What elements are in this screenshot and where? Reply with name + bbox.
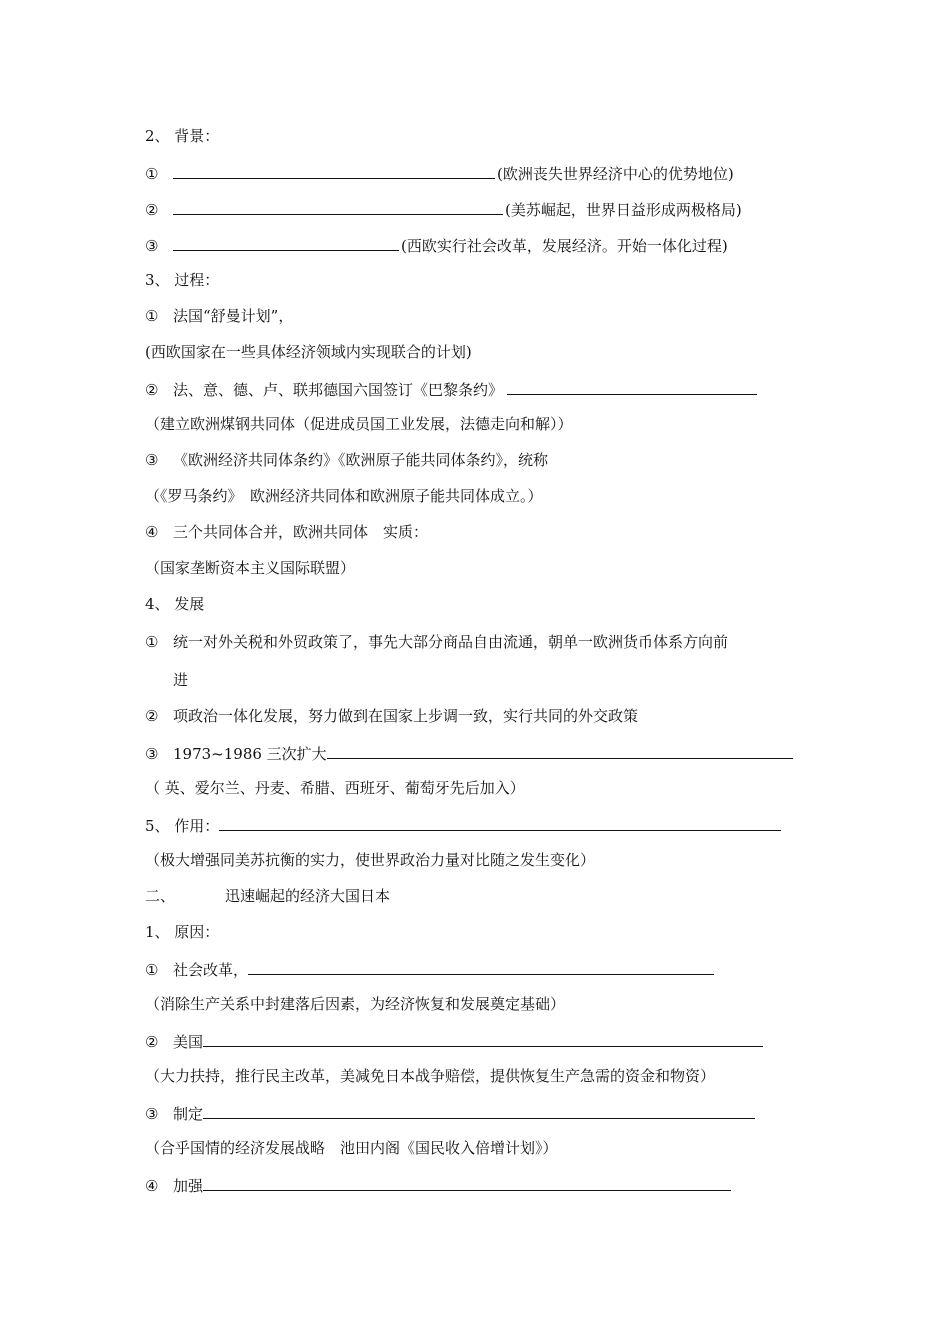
item-text: 美国: [173, 1033, 204, 1051]
answer-text: （极大增强同美苏抗衡的实力，使世界政治力量对比随之发生变化）: [145, 851, 596, 869]
item-text: 1973~1986 三次扩大: [173, 745, 327, 763]
reason-item-4: [145, 1172, 733, 1196]
answer-text: （ 英、爱尔兰、丹麦、希腊、西班牙、葡萄牙先后加入）: [145, 779, 525, 797]
development-item-1: [145, 630, 728, 654]
background-item-2: [145, 196, 742, 220]
development-heading: [145, 592, 204, 616]
process-title: 3、 过程：: [145, 271, 220, 289]
answer-text: （建立欧洲煤钢共同体（促进成员国工业发展，法德走向和解））: [145, 415, 573, 433]
item-number: ①: [145, 961, 159, 979]
effect-heading: [145, 812, 783, 836]
development-item-2: [145, 704, 638, 728]
answer-text: （《罗马条约》 欧洲经济共同体和欧洲原子能共同体成立。）: [145, 487, 543, 505]
development-item-3: [145, 740, 795, 764]
item-number: ①: [145, 633, 159, 651]
item-text: 统一对外关税和外贸政策了，事先大部分商品自由流通，朝单一欧洲货币体系方向前: [173, 633, 729, 651]
reason-title: 1、 原因：: [145, 923, 220, 941]
process-item-2: [145, 376, 759, 400]
effect-title: 5、 作用：: [145, 817, 220, 835]
fill-blank[interactable]: [219, 812, 781, 831]
reason-item-3: [145, 1100, 757, 1124]
item-text: 进: [173, 671, 189, 689]
fill-blank[interactable]: [327, 740, 793, 759]
reason-item-1: [145, 956, 716, 980]
effect-note: [145, 848, 595, 872]
section-2-heading: [145, 884, 390, 908]
fill-blank[interactable]: [173, 160, 495, 179]
answer-text: （合乎国情的经济发展战略 池田内阁《国民收入倍增计划》）: [145, 1139, 558, 1157]
fill-blank[interactable]: [203, 1172, 731, 1191]
answer-text: （大力扶持，推行民主改革，美减免日本战争赔偿，提供恢复生产急需的资金和物资）: [145, 1067, 716, 1085]
reason-heading: [145, 920, 219, 944]
background-item-1: [145, 160, 734, 184]
item-number: ②: [145, 707, 159, 725]
section-number: 二、: [145, 887, 176, 905]
reason-note-2: [145, 1064, 715, 1088]
fill-blank[interactable]: [248, 956, 714, 975]
process-heading: [145, 268, 219, 292]
item-number: ④: [145, 1177, 159, 1195]
answer-text: (西欧国家在一些具体经济领域内实现联合的计划): [145, 343, 472, 361]
item-text: 《欧洲经济共同体条约》《欧洲原子能共同体条约》，统称: [173, 451, 549, 469]
answer-text: （国家垄断资本主义国际联盟）: [145, 559, 356, 577]
fill-blank[interactable]: [203, 1100, 755, 1119]
item-number: ①: [145, 165, 159, 183]
item-number: ④: [145, 523, 159, 541]
process-item-3: [145, 448, 548, 472]
fill-blank[interactable]: [173, 232, 399, 251]
fill-blank[interactable]: [507, 376, 757, 395]
process-item-4: [145, 520, 428, 544]
item-text: 法、意、德、卢、联邦德国六国签订《巴黎条约》: [173, 381, 504, 399]
item-text: 社会改革，: [173, 961, 249, 979]
reason-item-2: [145, 1028, 765, 1052]
item-text: 三个共同体合并，欧洲共同体 实质：: [173, 523, 429, 541]
answer-text: (美苏崛起，世界日益形成两极格局): [505, 201, 742, 219]
process-item-1: [145, 304, 293, 328]
fill-blank[interactable]: [173, 196, 503, 215]
development-title: 4、 发展: [145, 595, 205, 613]
reason-note-1: [145, 992, 565, 1016]
item-number: ③: [145, 451, 159, 469]
item-text: 法国“舒曼计划”，: [173, 307, 294, 325]
reason-note-3: [145, 1136, 558, 1160]
item-number: ③: [145, 237, 159, 255]
item-number: ③: [145, 1105, 159, 1123]
background-title: 2、 背景：: [145, 127, 220, 145]
item-number: ①: [145, 307, 159, 325]
item-number: ②: [145, 201, 159, 219]
answer-text: (西欧实行社会改革，发展经济。开始一体化过程): [401, 237, 728, 255]
process-note-2: [145, 412, 573, 436]
fill-blank[interactable]: [203, 1028, 763, 1047]
item-number: ②: [145, 1033, 159, 1051]
answer-text: （消除生产关系中封建落后因素，为经济恢复和发展奠定基础）: [145, 995, 566, 1013]
item-number: ③: [145, 745, 159, 763]
answer-text: (欧洲丧失世界经济中心的优势地位): [497, 165, 734, 183]
development-item-1-continued: [173, 668, 188, 692]
process-note-1: [145, 340, 472, 364]
background-heading: [145, 124, 219, 148]
item-text: 制定: [173, 1105, 204, 1123]
section-title: 迅速崛起的经济大国日本: [225, 887, 391, 905]
item-text: 项政治一体化发展，努力做到在国家上步调一致，实行共同的外交政策: [173, 707, 639, 725]
process-note-4: [145, 556, 355, 580]
background-item-3: [145, 232, 728, 256]
item-text: 加强: [173, 1177, 204, 1195]
process-note-3: [145, 484, 543, 508]
item-number: ②: [145, 381, 159, 399]
development-note-3: [145, 776, 525, 800]
